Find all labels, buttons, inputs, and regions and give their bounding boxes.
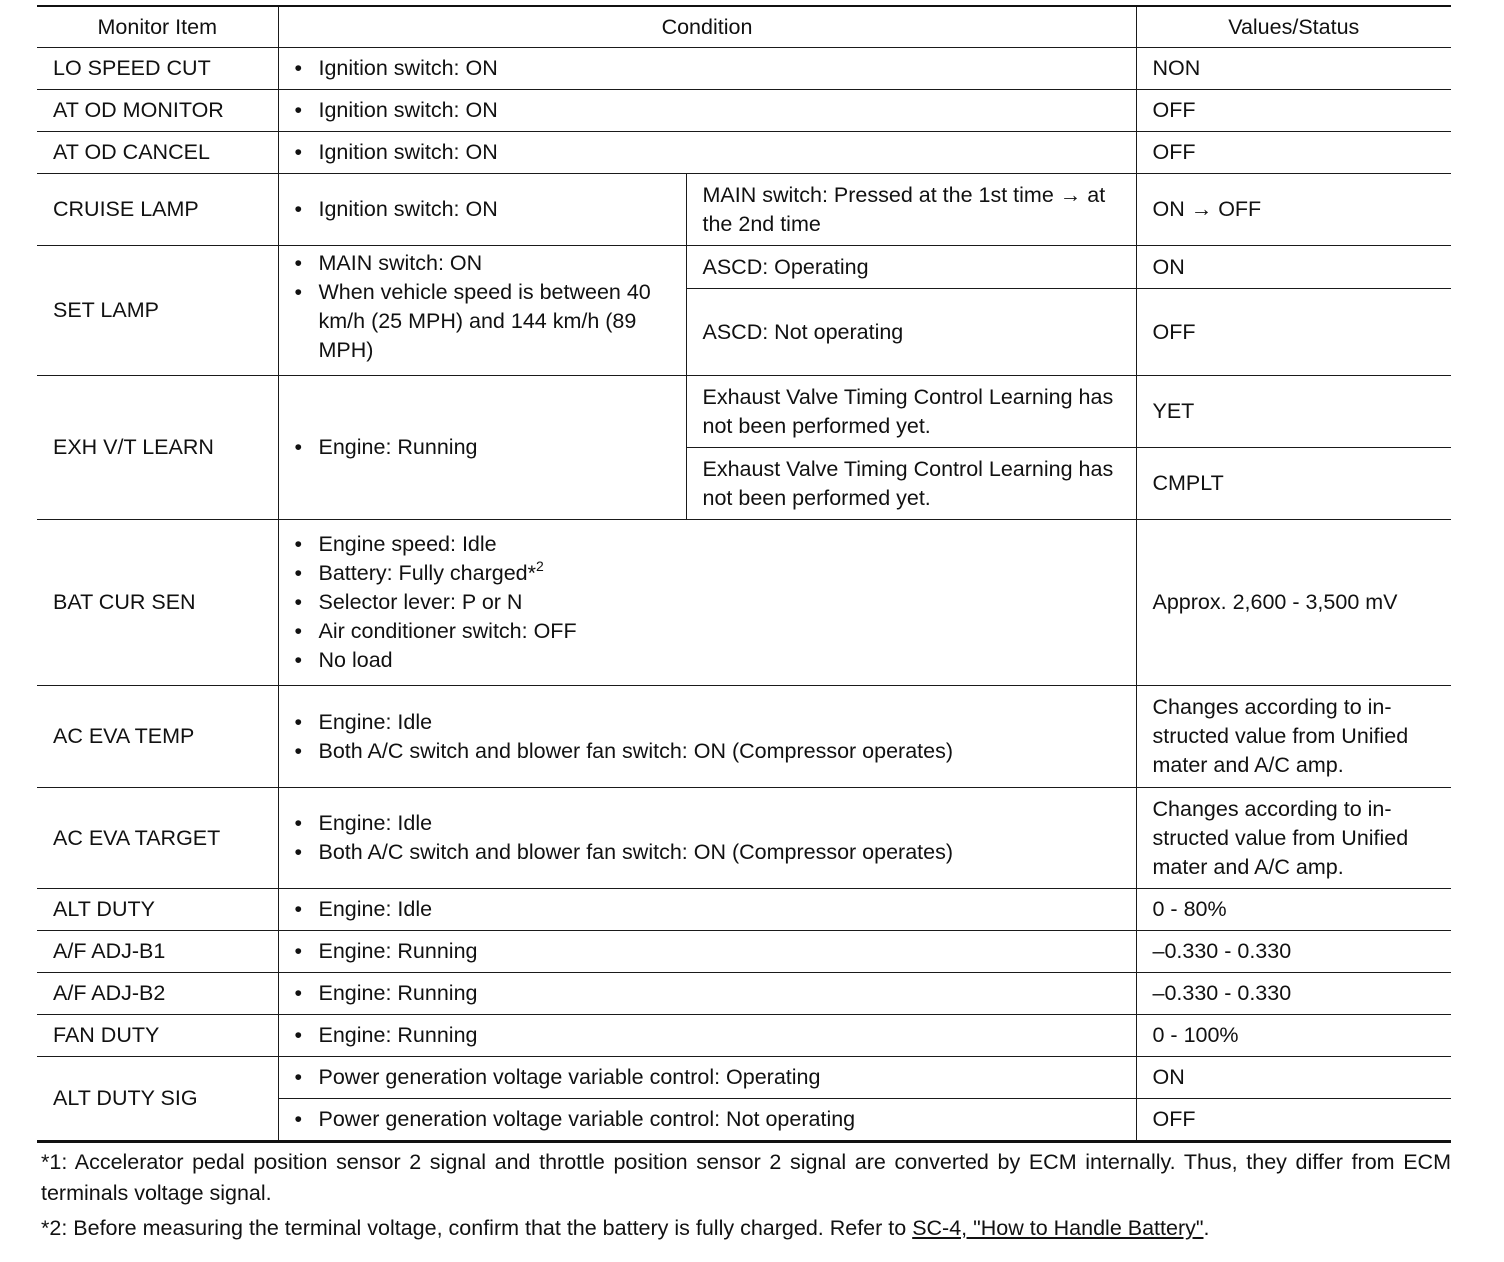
table-row [37,686,1451,788]
condition-bullet: • Engine: Running [295,937,1122,966]
monitor-item-cell: LO SPEED CUT [37,48,278,90]
condition-bullet: • Ignition switch: ON [295,195,672,224]
monitor-item-cell: ALT DUTY SIG [37,1057,278,1142]
monitor-item-page [37,5,1451,1244]
monitor-item-cell: A/F ADJ-B1 [37,931,278,973]
monitor-item-cell: CRUISE LAMP [37,174,278,246]
value-cell: NON [1136,48,1451,90]
condition-bullet: • When vehicle speed is between 40 km/h (25 MPH) and 144 km/h (89 MPH) [295,278,672,365]
table-row [37,90,1451,132]
battery-reference-link[interactable]: SC-4, "How to Handle Battery" [912,1216,1204,1240]
table-row [37,889,1451,931]
condition-cell [278,889,1136,931]
table-row [37,520,1451,686]
condition-cell [278,376,686,520]
value-cell: Changes according to in-structed value from Unified mater and A/C amp. [1136,686,1451,788]
table-row [37,973,1451,1015]
table-header-row [37,6,1451,48]
condition-cell [278,1015,1136,1057]
footnote-mark: 2 [536,558,544,574]
value-cell: YET [1136,376,1451,448]
condition-bullet: • Ignition switch: ON [295,54,1122,83]
value-cell: ON [1136,246,1451,289]
table-row [37,788,1451,889]
footnote-2-text: *2: Before measuring the terminal voltage, confirm that the battery is fully charged. Refer to [41,1216,913,1240]
monitor-item-cell: FAN DUTY [37,1015,278,1057]
condition-bullet [295,559,1122,588]
monitor-item-cell: SET LAMP [37,246,278,376]
value-cell: 0 - 100% [1136,1015,1451,1057]
value-cell: Approx. 2,600 - 3,500 mV [1136,520,1451,686]
table-row [37,174,1451,246]
condition-bullet: • Engine: Running [295,433,672,462]
condition-cell [278,520,1136,686]
condition-bullet: • Air conditioner switch: OFF [295,617,1122,646]
sub-condition-cell: ASCD: Operating [686,246,1136,289]
condition-cell [278,90,1136,132]
header-condition: Condition [278,6,1136,48]
monitor-item-cell: ALT DUTY [37,889,278,931]
condition-cell [278,788,1136,889]
condition-cell [278,973,1136,1015]
table-row [37,132,1451,174]
footnotes [37,1147,1451,1244]
sub-condition-cell: Exhaust Valve Timing Control Learning has not been performed yet. [686,376,1136,448]
condition-cell [278,686,1136,788]
monitor-item-cell: AC EVA TEMP [37,686,278,788]
sub-condition-cell: ASCD: Not operating [686,289,1136,376]
monitor-item-cell: AT OD CANCEL [37,132,278,174]
condition-bullet: • Engine: Idle [295,809,1122,838]
value-cell: –0.330 - 0.330 [1136,973,1451,1015]
table-row [37,931,1451,973]
table-row [37,376,1451,448]
condition-bullet: • Ignition switch: ON [295,138,1122,167]
condition-cell [278,1099,1136,1142]
condition-bullet: • Engine: Idle [295,708,1122,737]
condition-bullet: • Engine: Running [295,1021,1122,1050]
table-row [37,1057,1451,1099]
footnote-2 [41,1213,1451,1244]
condition-bullet: • Engine: Running [295,979,1122,1008]
monitor-item-cell: EXH V/T LEARN [37,376,278,520]
condition-bullet: • Ignition switch: ON [295,96,1122,125]
footnote-1: *1: Accelerator pedal position sensor 2 signal and throttle position sensor 2 signal are converted by ECM internally. Thus, they differ from ECM terminals voltage signal. [41,1150,1451,1205]
battery-condition-text: Battery: Fully charged* [318,561,536,585]
condition-cell [278,48,1136,90]
condition-bullet: • Power generation voltage variable control: Not operating [295,1105,1122,1134]
condition-bullet: • No load [295,646,1122,675]
table-row [37,1015,1451,1057]
monitor-item-cell: BAT CUR SEN [37,520,278,686]
condition-bullet: • MAIN switch: ON [295,249,672,278]
condition-bullet: • Both A/C switch and blower fan switch: ON (Compressor operates) [295,737,1122,766]
value-cell: CMPLT [1136,448,1451,520]
monitor-item-cell: AC EVA TARGET [37,788,278,889]
value-cell: ON → OFF [1136,174,1451,246]
condition-cell [278,132,1136,174]
value-cell: ON [1136,1057,1451,1099]
condition-cell [278,931,1136,973]
condition-bullet: • Engine speed: Idle [295,530,1122,559]
monitor-item-cell: A/F ADJ-B2 [37,973,278,1015]
value-cell: Changes according to in-structed value from Unified mater and A/C amp. [1136,788,1451,889]
condition-cell [278,1057,1136,1099]
condition-cell [278,174,686,246]
condition-bullet: • Both A/C switch and blower fan switch: ON (Compressor operates) [295,838,1122,867]
condition-bullet: • Selector lever: P or N [295,588,1122,617]
table-row [37,246,1451,289]
sub-condition-cell: MAIN switch: Pressed at the 1st time → at the 2nd time [686,174,1136,246]
condition-cell [278,246,686,376]
value-cell: OFF [1136,132,1451,174]
value-cell: 0 - 80% [1136,889,1451,931]
value-cell: OFF [1136,1099,1451,1142]
value-cell: –0.330 - 0.330 [1136,931,1451,973]
header-values-status: Values/Status [1136,6,1451,48]
value-cell: OFF [1136,90,1451,132]
sub-condition-cell: Exhaust Valve Timing Control Learning has not been performed yet. [686,448,1136,520]
footnote-2-period: . [1203,1216,1210,1240]
condition-bullet: • Engine: Idle [295,895,1122,924]
header-monitor-item: Monitor Item [37,6,278,48]
condition-bullet: • Power generation voltage variable control: Operating [295,1063,1122,1092]
value-cell: OFF [1136,289,1451,376]
table-row [37,48,1451,90]
monitor-item-table [37,5,1451,1143]
monitor-item-cell: AT OD MONITOR [37,90,278,132]
